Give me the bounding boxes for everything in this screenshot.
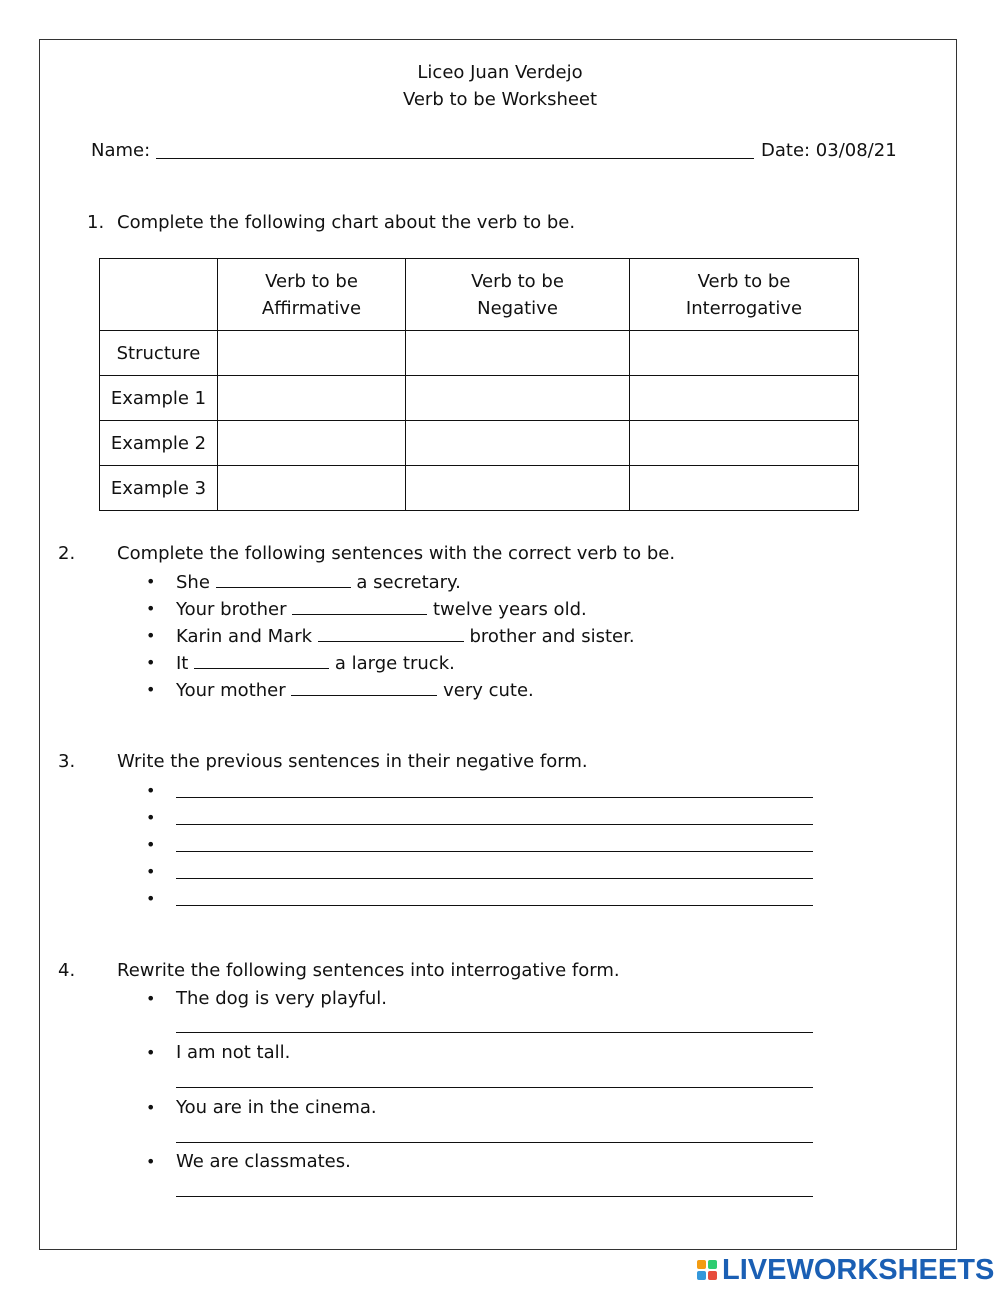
chart-header-affirmative: Verb to be Affirmative [218, 259, 406, 331]
chart-answer-cell[interactable] [218, 376, 406, 421]
q3-answer-line[interactable] [176, 797, 813, 798]
logo-blocks-icon [697, 1260, 717, 1280]
chart-answer-cell[interactable] [630, 376, 859, 421]
q2-answer-blank[interactable] [291, 679, 437, 696]
chart-answer-cell[interactable] [218, 331, 406, 376]
bullet-icon: • [146, 1043, 156, 1062]
q2-sentence: It a large truck. [176, 653, 455, 674]
bullet-icon: • [146, 680, 156, 699]
q4-sentence: I am not tall. [176, 1042, 291, 1063]
q3-answer-line[interactable] [176, 905, 813, 906]
q4-number: 4. [58, 960, 76, 981]
bullet-icon: • [146, 599, 156, 618]
chart-answer-cell[interactable] [218, 421, 406, 466]
chart-answer-cell[interactable] [630, 466, 859, 511]
bullet-icon: • [146, 626, 156, 645]
verb-chart [99, 258, 859, 511]
chart-answer-cell[interactable] [630, 331, 859, 376]
q3-instruction: Write the previous sentences in their negative form. [117, 751, 588, 772]
q2-answer-blank[interactable] [194, 652, 329, 669]
date-label: Date: 03/08/21 [761, 140, 897, 161]
q2-answer-blank[interactable] [318, 625, 464, 642]
chart-answer-cell[interactable] [406, 466, 630, 511]
chart-row-label: Structure [100, 331, 218, 376]
chart-row-label: Example 1 [100, 376, 218, 421]
bullet-icon: • [146, 808, 156, 827]
chart-answer-cell[interactable] [406, 376, 630, 421]
bullet-icon: • [146, 572, 156, 591]
bullet-icon: • [146, 989, 156, 1008]
chart-row-label: Example 3 [100, 466, 218, 511]
bullet-icon: • [146, 889, 156, 908]
name-field[interactable] [156, 158, 754, 159]
q1-instruction: Complete the following chart about the verb to be. [117, 212, 576, 233]
bullet-icon: • [146, 835, 156, 854]
q3-number: 3. [58, 751, 76, 772]
bullet-icon: • [146, 1152, 156, 1171]
q3-answer-line[interactable] [176, 878, 813, 879]
q4-sentence: We are classmates. [176, 1151, 351, 1172]
chart-header-negative: Verb to be Negative [406, 259, 630, 331]
chart-answer-cell[interactable] [406, 331, 630, 376]
q4-sentence: You are in the cinema. [176, 1097, 377, 1118]
q4-answer-line[interactable] [176, 1196, 813, 1197]
q2-sentence: Your brother twelve years old. [176, 599, 587, 620]
q3-answer-line[interactable] [176, 851, 813, 852]
q1-number: 1. [87, 212, 105, 233]
q2-answer-blank[interactable] [216, 571, 351, 588]
q2-sentence: Your mother very cute. [176, 680, 534, 701]
q2-sentence: She a secretary. [176, 572, 461, 593]
q4-answer-line[interactable] [176, 1142, 813, 1143]
chart-answer-cell[interactable] [218, 466, 406, 511]
chart-answer-cell[interactable] [630, 421, 859, 466]
chart-header-interrogative: Verb to be Interrogative [630, 259, 859, 331]
q4-instruction: Rewrite the following sentences into interrogative form. [117, 960, 620, 981]
q2-instruction: Complete the following sentences with the correct verb to be. [117, 543, 676, 564]
bullet-icon: • [146, 653, 156, 672]
school-name: Liceo Juan Verdejo [417, 62, 583, 83]
q4-sentence: The dog is very playful. [176, 988, 387, 1009]
q2-answer-blank[interactable] [292, 598, 427, 615]
q4-answer-line[interactable] [176, 1032, 813, 1033]
name-label: Name: [91, 140, 151, 161]
bullet-icon: • [146, 781, 156, 800]
liveworksheets-logo[interactable] [697, 1255, 994, 1285]
q2-number: 2. [58, 543, 76, 564]
bullet-icon: • [146, 862, 156, 881]
q4-answer-line[interactable] [176, 1087, 813, 1088]
bullet-icon: • [146, 1098, 156, 1117]
chart-corner-cell [100, 259, 218, 331]
logo-text: LIVEWORKSHEETS [722, 1254, 995, 1286]
q2-sentence: Karin and Mark brother and sister. [176, 626, 635, 647]
chart-answer-cell[interactable] [406, 421, 630, 466]
q3-answer-line[interactable] [176, 824, 813, 825]
chart-row-label: Example 2 [100, 421, 218, 466]
worksheet-title: Verb to be Worksheet [402, 89, 598, 110]
